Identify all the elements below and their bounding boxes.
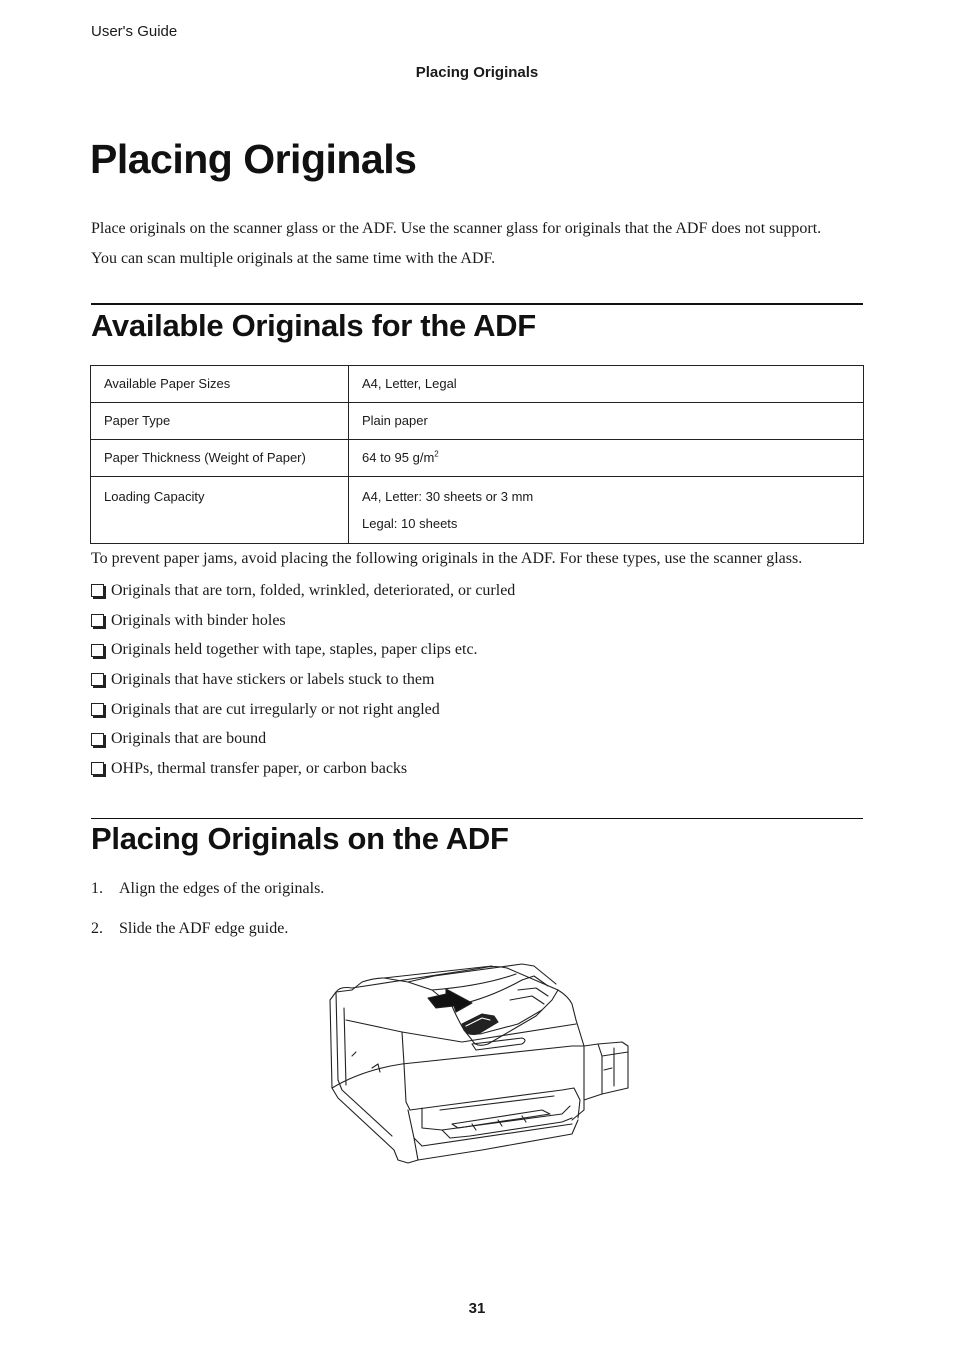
checkbox-bullet-icon (91, 733, 104, 746)
list-item (91, 635, 515, 665)
list-item (91, 695, 515, 725)
table-value: A4, Letter, Legal (349, 366, 864, 403)
table-row (91, 366, 864, 403)
step-number: 1. (91, 880, 103, 897)
list-item (91, 576, 515, 606)
section-heading-available-originals: Available Originals for the ADF (91, 308, 536, 343)
table-label: Paper Type (91, 403, 349, 440)
table-label: Available Paper Sizes (91, 366, 349, 403)
list-item (91, 665, 515, 695)
table-value: Plain paper (349, 403, 864, 440)
list-item-text: Originals that have stickers or labels stuck to them (111, 671, 435, 689)
table-row (91, 477, 864, 544)
running-section-title: Placing Originals (415, 64, 539, 81)
table-label: Loading Capacity (91, 477, 349, 544)
intro-line-2: You can scan multiple originals at the same time with the ADF. (91, 250, 496, 267)
page-number: 31 (468, 1300, 486, 1317)
list-item-text: Originals with binder holes (111, 611, 286, 629)
warning-paragraph: To prevent paper jams, avoid placing the following originals in the ADF. For these types, use the scanner glass. (91, 550, 803, 567)
table-value-line: Legal: 10 sheets (362, 516, 458, 531)
step-item (91, 876, 324, 916)
section-divider (91, 818, 863, 819)
table-value (349, 477, 864, 544)
intro-line-1: Place originals on the scanner glass or the ADF. Use the scanner glass for originals that the ADF does not support. (91, 220, 822, 237)
table-row (91, 440, 864, 477)
list-item (91, 724, 515, 754)
section-heading-placing-on-adf: Placing Originals on the ADF (91, 821, 509, 856)
running-head: User's Guide (91, 23, 178, 40)
step-item (91, 916, 324, 956)
checkbox-bullet-icon (91, 644, 104, 657)
checkbox-bullet-icon (91, 584, 104, 597)
steps-list (91, 876, 324, 956)
list-item (91, 754, 515, 784)
intro-paragraph (91, 214, 871, 274)
step-text: Align the edges of the originals. (119, 880, 325, 897)
list-item-text: Originals that are bound (111, 730, 267, 748)
checkbox-bullet-icon (91, 673, 104, 686)
adf-spec-table (90, 365, 864, 544)
list-item (91, 606, 515, 636)
step-number: 2. (91, 920, 103, 937)
table-label: Paper Thickness (Weight of Paper) (91, 440, 349, 477)
superscript: 2 (434, 449, 439, 459)
unsupported-originals-list (91, 576, 515, 784)
list-item-text: Originals held together with tape, staples, paper clips etc. (111, 641, 478, 659)
table-value (349, 440, 864, 477)
checkbox-bullet-icon (91, 762, 104, 775)
step-text: Slide the ADF edge guide. (119, 920, 289, 937)
list-item-text: OHPs, thermal transfer paper, or carbon backs (111, 760, 408, 778)
page-title: Placing Originals (90, 136, 417, 182)
table-row (91, 403, 864, 440)
list-item-text: Originals that are cut irregularly or not right angled (111, 700, 440, 718)
section-divider (91, 303, 863, 305)
checkbox-bullet-icon (91, 703, 104, 716)
table-value-line: A4, Letter: 30 sheets or 3 mm (362, 489, 534, 504)
printer-adf-illustration (322, 960, 632, 1165)
checkbox-bullet-icon (91, 614, 104, 627)
list-item-text: Originals that are torn, folded, wrinkled, deteriorated, or curled (111, 582, 516, 599)
table-value-text: 64 to 95 g/m (362, 450, 435, 465)
